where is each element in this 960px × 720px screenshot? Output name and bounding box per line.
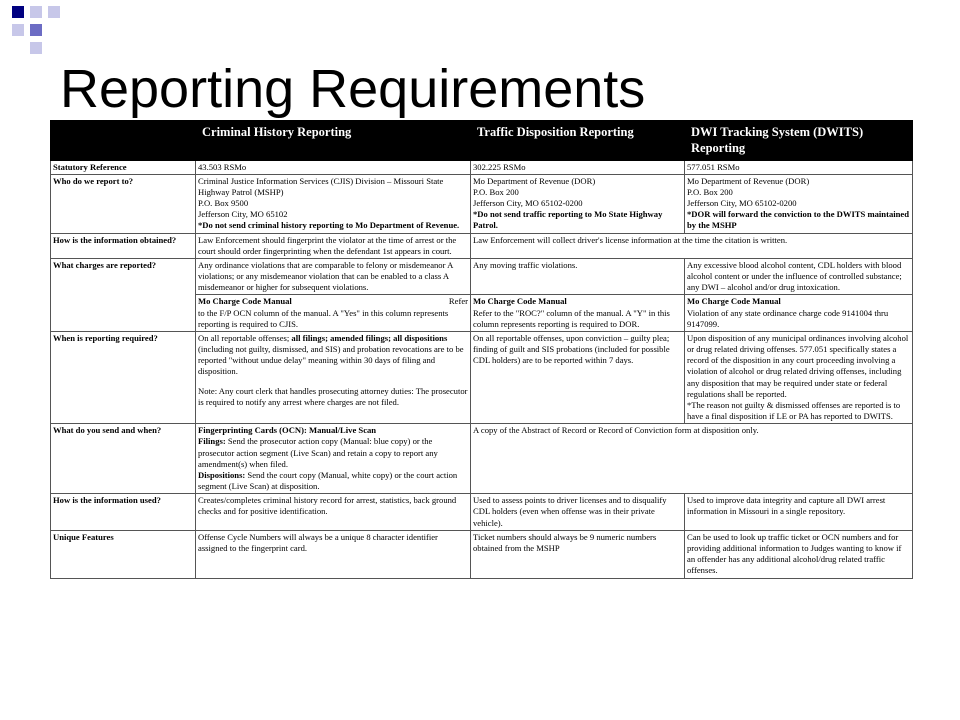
table-cell: 577.051 RSMo (685, 160, 913, 174)
cell-line: Jefferson City, MO 65102-0200 (687, 198, 797, 209)
cell-line: Jefferson City, MO 65102 (198, 209, 288, 220)
cell-line: *DOR will forward the conviction to the DWITS maintained by the MSHP (687, 209, 910, 231)
row-label: What do you send and when? (51, 424, 196, 494)
table-row (51, 233, 913, 258)
deco-square-mid (30, 24, 42, 36)
table-row (51, 331, 913, 423)
row-label: Unique Features (51, 530, 196, 578)
table-cell (685, 331, 913, 423)
table-row (51, 174, 913, 233)
cell-text: Send the court copy (Manual, white copy) or the court action segment (Live Scan) at disposition. (198, 469, 458, 492)
header-traffic-disposition: Traffic Disposition Reporting (471, 121, 685, 161)
table-cell: 43.503 RSMo (196, 160, 471, 174)
deco-square-light (48, 6, 60, 18)
table-cell: On all reportable offenses, upon conviction – guilty plea; finding of guilt and SIS probations (included for possible CDL holders) are to be reported within 7 days. (471, 331, 685, 423)
cell-line: Mo Department of Revenue (DOR) (473, 175, 596, 186)
deco-square-dark (12, 6, 24, 18)
table-cell: A copy of the Abstract of Record or Record of Conviction form at disposition only. (471, 424, 913, 494)
reporting-table-container (50, 120, 912, 579)
slide-title: Reporting Requirements (60, 59, 646, 119)
table-cell: Any ordinance violations that are comparable to felony or misdemeanor A violations; or any misdemeanor violation that can be enabled to a class A misdemeanor or higher for subsequent violations. (196, 258, 471, 295)
table-cell: Any moving traffic violations. (471, 258, 685, 295)
cell-text: Upon disposition of any municipal ordinances involving alcohol or drug related driving offenses. 577.051 specifically states a record of the disposition in any court proceeding involving a violation of alcohol or drug related driving offenses, including any disposition that may be required under state or federal regulations shall be reported. (687, 332, 909, 399)
cell-line: *Do not send traffic reporting to Mo State Highway Patrol. (473, 209, 663, 231)
table-cell: Creates/completes criminal history record for arrest, statistics, back ground checks and for positive identification. (196, 494, 471, 531)
table-cell: Can be used to look up traffic ticket or OCN numbers and for providing additional information to Judges wanting to know if an offender has any additional alcohol/drug related traffic offenses. (685, 530, 913, 578)
cell-line: Jefferson City, MO 65102-0200 (473, 198, 583, 209)
cell-title: Fingerprinting Cards (OCN): Manual/Live Scan (198, 425, 377, 436)
table-cell (196, 295, 471, 332)
table-cell: Law Enforcement should fingerprint the violator at the time of arrest or the court should order fingerprinting when the defendant 1st appears in court. (196, 233, 471, 258)
table-cell (685, 295, 913, 332)
cell-text: *The reason not guilty & dismissed offenses are reported is to have a final disposition if LE or PA has reported to DWITS. (687, 399, 901, 422)
cell-line: P.O. Box 9500 (198, 198, 249, 209)
reporting-table (50, 120, 913, 579)
cell-line: *Do not send criminal history reporting to Mo Department of Revenue. (198, 220, 460, 231)
deco-square-light (12, 24, 24, 36)
cell-text: (including not guilty, dismissed, and SIS) and probation revocations are to be reported "without undue delay" meaning within 30 days of filing and disposition. (198, 344, 464, 377)
row-label: How is the information used? (51, 494, 196, 531)
table-cell: Ticket numbers should always be 9 numeric numbers obtained from the MSHP (471, 530, 685, 578)
table-row (51, 494, 913, 531)
table-cell: 302.225 RSMo (471, 160, 685, 174)
cell-text: Refer to the "ROC?" column of the manual. A "Y" in this column represents reporting is required to DOR. (473, 307, 670, 329)
cell-line: Mo Department of Revenue (DOR) (687, 175, 810, 186)
cell-text: Filings: (198, 436, 226, 447)
cell-text: On all reportable offenses; (198, 332, 290, 343)
cell-text: Dispositions: (198, 469, 246, 480)
cell-line: Criminal Justice Information Services (CJIS) Division – Missouri State Highway Patrol (MSHP) (198, 175, 444, 197)
table-cell (471, 174, 685, 233)
table-cell: Used to assess points to driver licenses and to disqualify CDL holders (even when offense was in their private vehicle). (471, 494, 685, 531)
table-row (51, 530, 913, 578)
table-cell: Used to improve data integrity and capture all DWI arrest information in Missouri in a single repository. (685, 494, 913, 531)
row-label: How is the information obtained? (51, 233, 196, 258)
table-cell (196, 331, 471, 423)
table-cell (196, 174, 471, 233)
row-label: Who do we report to? (51, 174, 196, 233)
header-criminal-history: Criminal History Reporting (196, 121, 471, 161)
table-cell (685, 174, 913, 233)
cell-text: Refer (448, 296, 468, 307)
table-cell: Any excessive blood alcohol content, CDL holders with blood alcohol content or under the influence of controlled substance; any DWI – alcohol and/or drug intoxication. (685, 258, 913, 295)
cell-text: all filings; amended filings; all dispositions (289, 332, 448, 343)
cell-title: Mo Charge Code Manual (198, 296, 292, 307)
cell-text: Send the prosecutor action copy (Manual: blue copy) or the prosecutor action segment (Live Scan) and retain a copy to report any amendment(s) when filed. (198, 436, 438, 469)
cell-line: P.O. Box 200 (473, 186, 519, 197)
deco-square-light (30, 6, 42, 18)
table-header-row (51, 121, 913, 161)
row-label: Statutory Reference (51, 160, 196, 174)
cell-text: Violation of any state ordinance charge code 9141004 thru 9147099. (687, 307, 889, 329)
row-label: What charges are reported? (51, 258, 196, 331)
table-cell (196, 424, 471, 494)
cell-text: Note: Any court clerk that handles prosecuting attorney duties: The prosecutor is required to notify any arrest where charges are not filed. (198, 385, 468, 407)
header-dwits: DWI Tracking System (DWITS) Reporting (685, 121, 913, 161)
cell-title: Mo Charge Code Manual (687, 296, 781, 307)
cell-line: P.O. Box 200 (687, 186, 733, 197)
cell-title: Mo Charge Code Manual (473, 296, 567, 307)
table-row (51, 160, 913, 174)
header-cell-empty (51, 121, 196, 161)
row-label: When is reporting required? (51, 331, 196, 423)
table-cell (471, 295, 685, 332)
cell-text: to the F/P OCN column of the manual. A "Yes" in this column represents reporting is required to CJIS. (198, 307, 449, 329)
table-cell: Law Enforcement will collect driver's license information at the time the citation is written. (471, 233, 913, 258)
deco-square-light (30, 42, 42, 54)
table-row (51, 258, 913, 295)
table-row (51, 424, 913, 494)
table-cell: Offense Cycle Numbers will always be a unique 8 character identifier assigned to the fingerprint card. (196, 530, 471, 578)
